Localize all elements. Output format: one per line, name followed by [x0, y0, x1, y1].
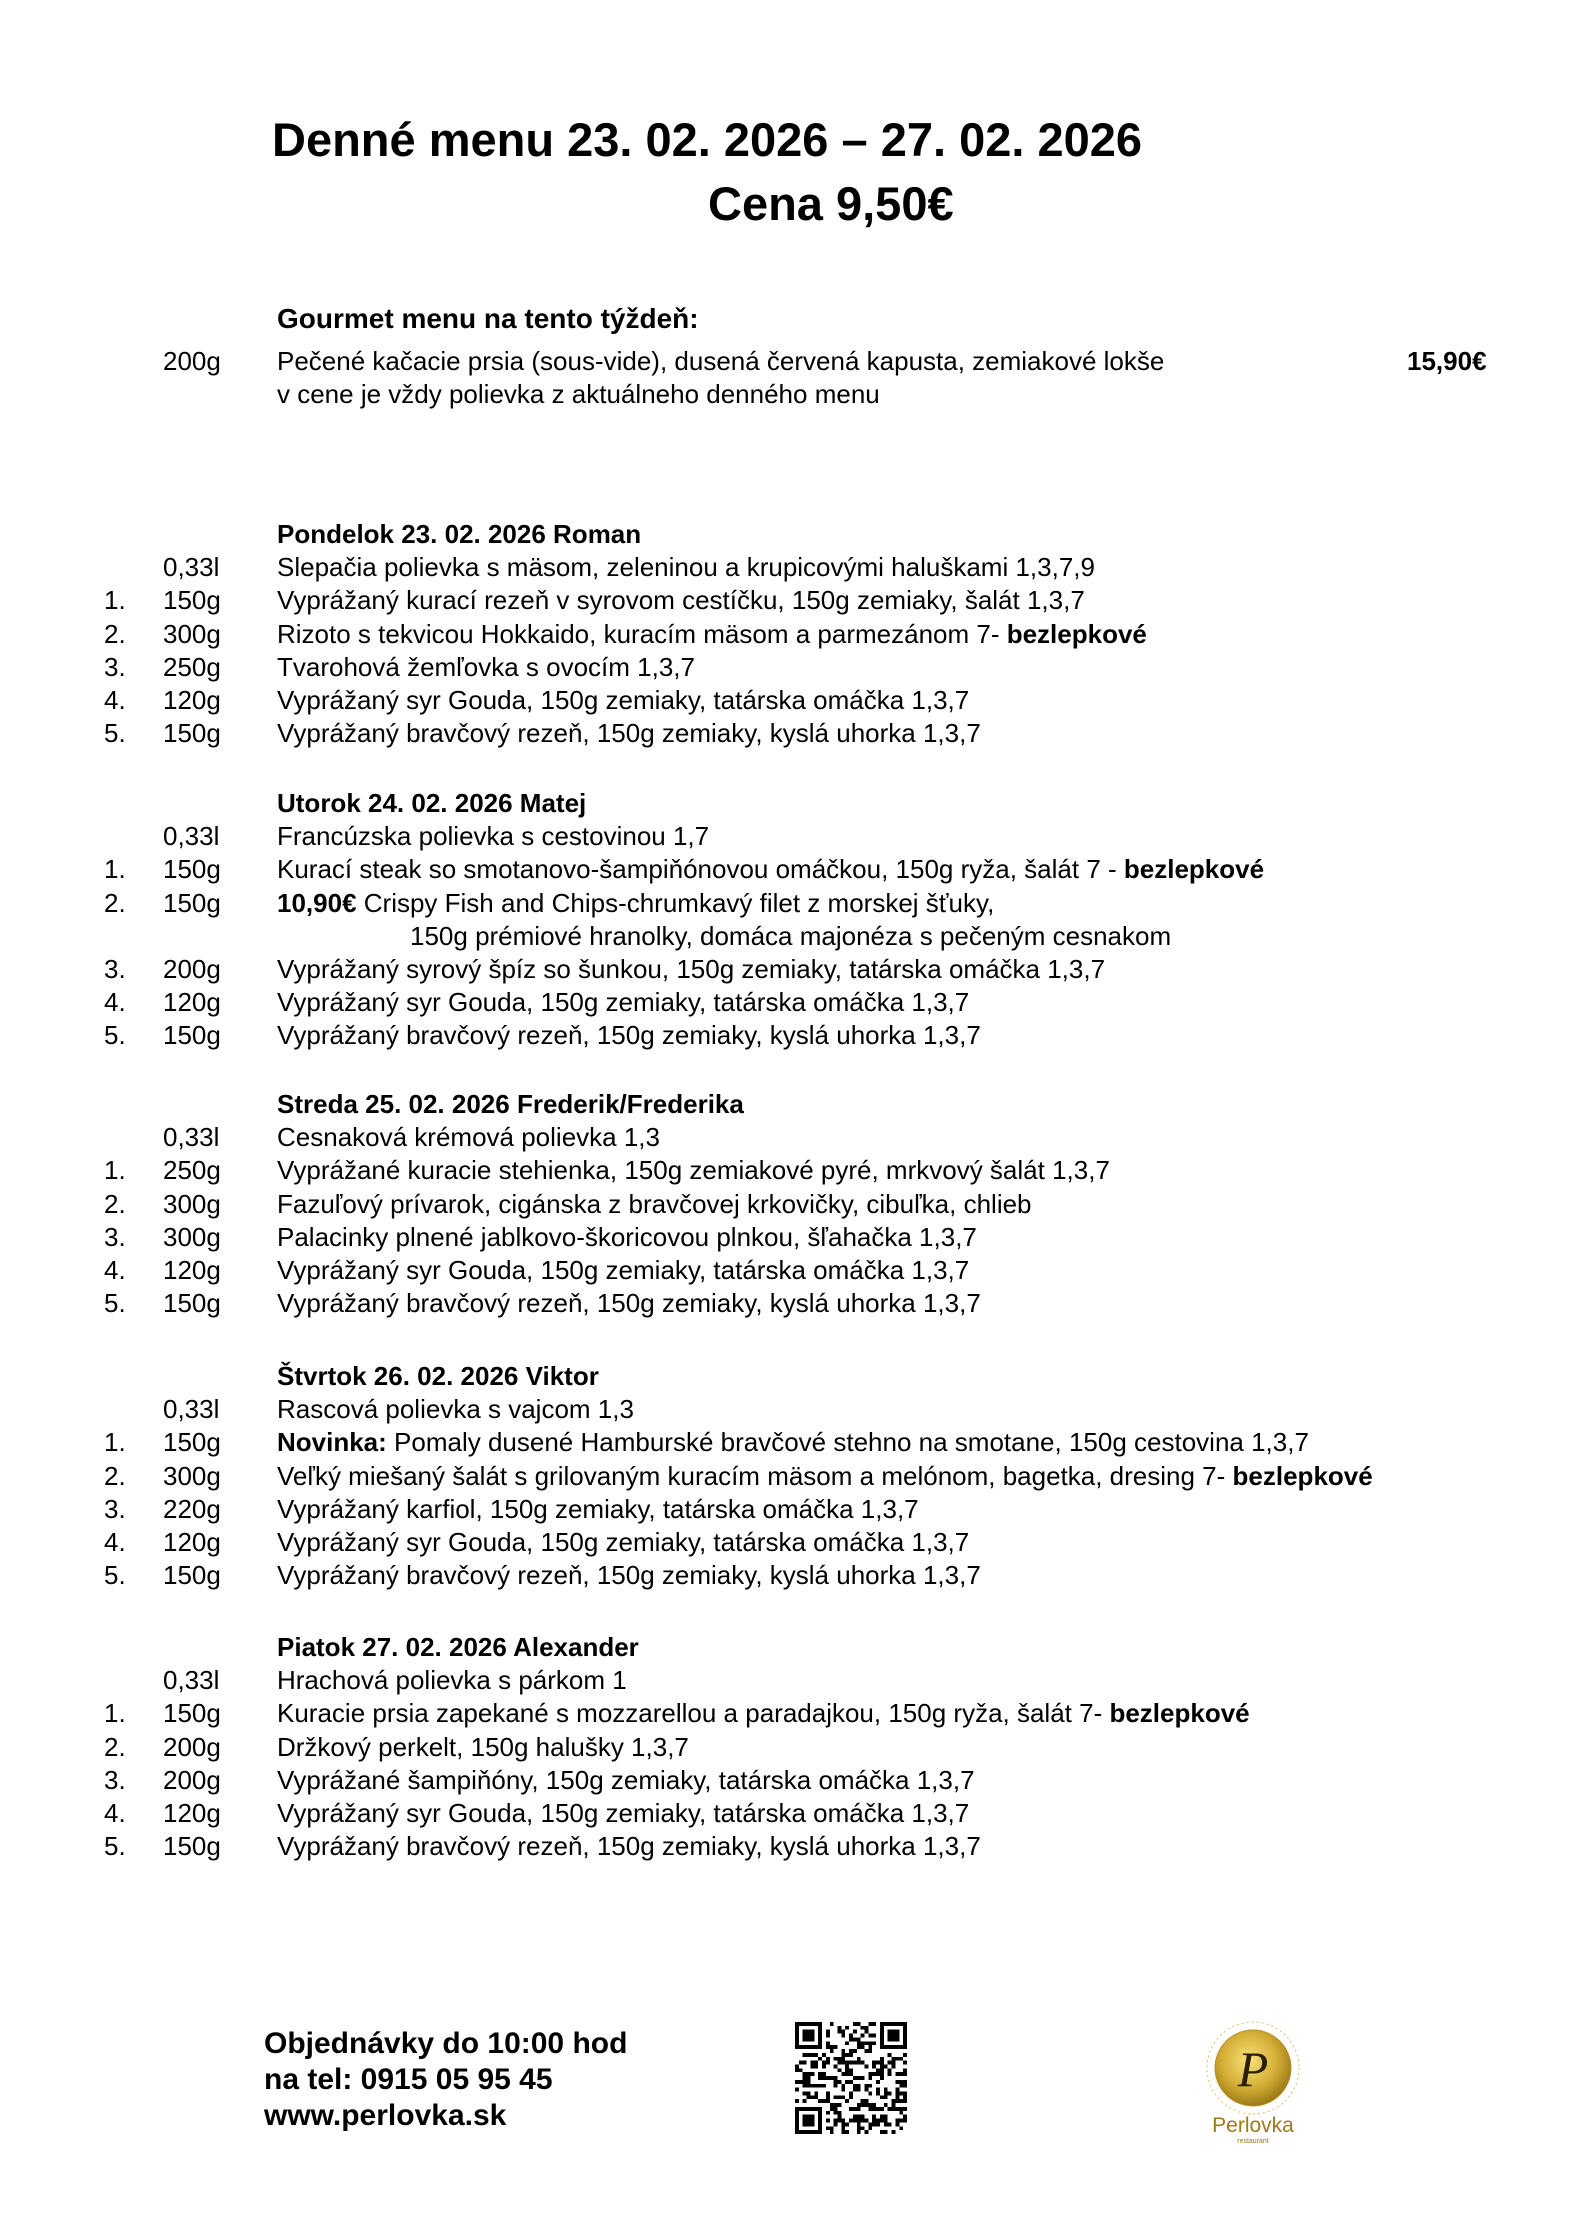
- menu-item: [0, 1797, 1575, 1830]
- item-text: Kurací steak so smotanovo-šampiňónovou omáčkou, 150g ryža, šalát 7 -: [277, 854, 1124, 885]
- item-text: Fazuľový prívarok, cigánska z bravčovej krkovičky, cibuľka, chlieb: [277, 1188, 1032, 1219]
- item-weight: 150g: [163, 718, 221, 749]
- soup-item: [0, 1393, 1575, 1426]
- item-number: 3.: [104, 954, 126, 984]
- item-weight: 200g: [163, 1731, 221, 1762]
- item-description: [277, 618, 1147, 650]
- item-number: 3.: [104, 1764, 126, 1795]
- item-text: Cesnaková krémová polievka 1,3: [277, 1122, 660, 1153]
- item-text: Vyprážaný syrový špíz so šunkou, 150g zemiaky, tatárska omáčka 1,3,7: [277, 954, 1106, 984]
- item-weight: 120g: [163, 685, 221, 715]
- item-text: Hrachová polievka s párkom 1: [277, 1665, 627, 1696]
- item-number: 1.: [104, 854, 126, 885]
- item-description: [277, 887, 994, 919]
- menu-item: [0, 1254, 1575, 1287]
- item-number: 5.: [104, 718, 126, 749]
- menu-item: [0, 1764, 1575, 1797]
- soup-item: [0, 1121, 1575, 1154]
- item-description: [277, 684, 969, 716]
- item-weight: 220g: [163, 1493, 221, 1524]
- item-weight: 250g: [163, 651, 221, 682]
- item-description: [277, 1526, 969, 1558]
- day-heading: Štvrtok 26. 02. 2026 Viktor: [277, 1361, 599, 1391]
- item-weight: 150g: [163, 1698, 221, 1729]
- item-number: 3.: [104, 651, 126, 682]
- item-number: 3.: [104, 1493, 126, 1524]
- menu-item: [0, 1221, 1575, 1254]
- item-text: Vyprážaný syr Gouda, 150g zemiaky, tatárska omáčka 1,3,7: [277, 1798, 970, 1828]
- menu-item: [0, 1526, 1575, 1559]
- item-text: Vyprážaný syr Gouda, 150g zemiaky, tatárska omáčka 1,3,7: [277, 1255, 970, 1285]
- item-number: 3.: [104, 1221, 126, 1252]
- soup-item: [0, 1664, 1575, 1697]
- item-number: 2.: [104, 618, 126, 649]
- website-link[interactable]: www.perlovka.sk: [264, 2099, 507, 2132]
- menu-title: Denné menu 23. 02. 2026 – 27. 02. 2026: [272, 113, 1143, 166]
- item-text: Palacinky plnené jablkovo-škoricovou plnkou, šľahačka 1,3,7: [277, 1221, 977, 1252]
- item-weight: 120g: [163, 1527, 221, 1557]
- menu-item: [0, 1697, 1575, 1730]
- item-number: 4.: [104, 1255, 126, 1285]
- item-description: [277, 1221, 977, 1253]
- item-weight: 250g: [163, 1155, 221, 1186]
- menu-item: [0, 1830, 1575, 1863]
- item-weight: 150g: [163, 1020, 221, 1051]
- item-number: 1.: [104, 585, 126, 616]
- soup-item: [0, 551, 1575, 584]
- item-description: [277, 1764, 975, 1796]
- item-description: [277, 1731, 689, 1763]
- menu-item: [0, 1426, 1575, 1459]
- item-description: [277, 820, 709, 852]
- item-number: 5.: [104, 1560, 126, 1591]
- menu-item: [0, 1460, 1575, 1493]
- item-weight: 150g: [163, 1427, 221, 1458]
- menu-item: [0, 953, 1575, 986]
- item-weight: 120g: [163, 1255, 221, 1285]
- item-weight: 300g: [163, 618, 221, 649]
- item-number: 4.: [104, 1798, 126, 1828]
- item-description: [277, 717, 981, 749]
- item-text: Vyprážaný bravčový rezeň, 150g zemiaky, kyslá uhorka 1,3,7: [277, 1288, 981, 1319]
- qr-code-icon: [795, 2022, 907, 2134]
- item-number: 5.: [104, 1020, 126, 1051]
- item-text: Kuracie prsia zapekané s mozzarellou a paradajkou, 150g ryža, šalát 7-: [277, 1698, 1110, 1729]
- menu-item: [0, 1731, 1575, 1764]
- menu-item: [0, 618, 1575, 651]
- item-weight: 0,33l: [163, 1665, 220, 1696]
- item-weight: 150g: [163, 1560, 221, 1591]
- item-description: [277, 1493, 919, 1525]
- item-description: [277, 1460, 1373, 1492]
- item-text: Pomaly dusené Hamburské bravčové stehno na smotane, 150g cestovina 1,3,7: [386, 1427, 1309, 1458]
- item-text: Vyprážaný bravčový rezeň, 150g zemiaky, kyslá uhorka 1,3,7: [277, 1560, 981, 1591]
- item-weight: 120g: [163, 1798, 221, 1828]
- menu-item: [0, 1493, 1575, 1526]
- menu-item: [0, 717, 1575, 750]
- item-text: Vyprážaný syr Gouda, 150g zemiaky, tatárska omáčka 1,3,7: [277, 987, 970, 1018]
- item-highlight: bezlepkové: [1123, 854, 1265, 885]
- order-phone: na tel: 0915 05 95 45: [264, 2063, 553, 2096]
- menu-item: [0, 1154, 1575, 1187]
- order-info: [264, 2026, 627, 2134]
- item-description: [277, 1697, 1250, 1729]
- item-weight: 0,33l: [163, 1122, 220, 1153]
- item-number: 5.: [104, 1831, 126, 1862]
- menu-item: [0, 853, 1575, 886]
- item-number: 2.: [104, 887, 126, 918]
- item-highlight: bezlepkové: [1232, 1460, 1373, 1491]
- item-text: 150g prémiové hranolky, domáca majonéza s pečeným cesnakom: [410, 920, 1172, 951]
- item-weight: 150g: [163, 887, 221, 918]
- item-number: 1.: [104, 1155, 126, 1186]
- day-heading: Piatok 27. 02. 2026 Alexander: [277, 1632, 639, 1662]
- logo-tagline: restaurant: [1237, 2138, 1269, 2145]
- item-number: 4.: [104, 987, 126, 1018]
- menu-item: [0, 684, 1575, 717]
- item-weight: 300g: [163, 1188, 221, 1219]
- item-text: Rizoto s tekvicou Hokkaido, kuracím mäsom a parmezánom 7-: [277, 618, 1007, 649]
- item-text: Vyprážaný bravčový rezeň, 150g zemiaky, kyslá uhorka 1,3,7: [277, 1831, 981, 1862]
- item-description: [277, 1830, 981, 1862]
- item-description: [277, 1797, 969, 1829]
- menu-item-continuation: [0, 920, 1575, 953]
- item-text: Vyprážané šampiňóny, 150g zemiaky, tatárska omáčka 1,3,7: [277, 1764, 975, 1795]
- item-description: [410, 920, 1171, 952]
- item-weight: 300g: [163, 1460, 221, 1491]
- menu-price: Cena 9,50€: [708, 177, 954, 230]
- day-heading: Pondelok 23. 02. 2026 Roman: [277, 519, 642, 549]
- item-text: Veľký miešaný šalát s grilovaným kuracím mäsom a melónom, bagetka, dresing 7-: [277, 1460, 1233, 1491]
- item-text: Vyprážaný bravčový rezeň, 150g zemiaky, kyslá uhorka 1,3,7: [277, 1020, 981, 1051]
- menu-item: [0, 651, 1575, 684]
- item-description: [277, 651, 695, 683]
- item-highlight: Novinka:: [277, 1427, 387, 1458]
- menu-item: [0, 1019, 1575, 1052]
- item-text: Francúzska polievka s cestovinou 1,7: [277, 821, 710, 852]
- item-text: Vyprážaný kurací rezeň v syrovom cestíčku, 150g zemiaky, šalát 1,3,7: [277, 585, 1085, 616]
- item-description: [277, 853, 1264, 885]
- item-description: [277, 1254, 969, 1286]
- perlovka-logo: [1198, 2018, 1308, 2148]
- item-description: [277, 1393, 634, 1425]
- item-text: Slepačia polievka s mäsom, zeleninou a krupicovými haluškami 1,3,7,9: [277, 552, 1095, 583]
- item-description: [277, 1019, 981, 1051]
- item-highlight: 10,90€: [277, 887, 357, 918]
- item-text: Vyprážaný karfiol, 150g zemiaky, tatárska omáčka 1,3,7: [277, 1493, 919, 1524]
- menu-item: [0, 986, 1575, 1019]
- item-text: Vyprážaný bravčový rezeň, 150g zemiaky, kyslá uhorka 1,3,7: [277, 718, 981, 749]
- item-number: 1.: [104, 1698, 126, 1729]
- item-description: [277, 1664, 627, 1696]
- item-weight: 150g: [163, 585, 221, 616]
- gourmet-price: 15,90€: [1407, 346, 1487, 376]
- gourmet-dish: Pečené kačacie prsia (sous-vide), dusená červená kapusta, zemiakové lokše: [277, 346, 1165, 376]
- soup-item: [0, 820, 1575, 853]
- item-weight: 120g: [163, 987, 221, 1018]
- item-number: 5.: [104, 1288, 126, 1319]
- item-description: [277, 584, 1085, 616]
- item-description: [277, 953, 1105, 985]
- order-deadline: Objednávky do 10:00 hod: [264, 2027, 628, 2060]
- item-weight: 200g: [163, 954, 221, 984]
- gourmet-note: v cene je vždy polievka z aktuálneho denného menu: [277, 379, 880, 409]
- item-description: [277, 1426, 1309, 1458]
- item-number: 1.: [104, 1427, 126, 1458]
- item-description: [277, 1154, 1110, 1186]
- menu-item: [0, 1188, 1575, 1221]
- item-weight: 200g: [163, 1764, 221, 1795]
- day-heading: Streda 25. 02. 2026 Frederik/Frederika: [277, 1089, 744, 1119]
- item-weight: 150g: [163, 1831, 221, 1862]
- item-weight: 150g: [163, 1288, 221, 1319]
- item-number: 2.: [104, 1460, 126, 1491]
- item-description: [277, 1559, 981, 1591]
- gourmet-heading: Gourmet menu na tento týždeň:: [277, 303, 699, 334]
- logo-name: Perlovka: [1212, 2114, 1294, 2137]
- menu-item: [0, 887, 1575, 920]
- logo-letter: P: [1237, 2041, 1269, 2097]
- item-text: Vyprážaný syr Gouda, 150g zemiaky, tatárska omáčka 1,3,7: [277, 685, 970, 715]
- item-description: [277, 551, 1095, 583]
- item-number: 2.: [104, 1731, 126, 1762]
- item-number: 4.: [104, 1527, 126, 1557]
- item-text: Crispy Fish and Chips-chrumkavý filet z morskej šťuky,: [356, 887, 995, 918]
- item-description: [277, 986, 969, 1018]
- item-description: [277, 1121, 660, 1153]
- item-text: Držkový perkelt, 150g halušky 1,3,7: [277, 1731, 689, 1762]
- item-number: 4.: [104, 685, 126, 715]
- item-text: Rascová polievka s vajcom 1,3: [277, 1394, 634, 1425]
- item-description: [277, 1287, 981, 1319]
- item-weight: 0,33l: [163, 821, 220, 852]
- item-text: Tvarohová žemľovka s ovocím 1,3,7: [277, 651, 695, 682]
- item-description: [277, 1188, 1032, 1220]
- item-text: Vyprážané kuracie stehienka, 150g zemiakové pyré, mrkvový šalát 1,3,7: [277, 1155, 1110, 1186]
- item-weight: 0,33l: [163, 1394, 220, 1425]
- item-highlight: bezlepkové: [1109, 1698, 1250, 1729]
- item-weight: 0,33l: [163, 552, 220, 583]
- gourmet-weight: 200g: [163, 346, 221, 376]
- item-number: 2.: [104, 1188, 126, 1219]
- item-text: Vyprážaný syr Gouda, 150g zemiaky, tatárska omáčka 1,3,7: [277, 1527, 970, 1557]
- day-heading: Utorok 24. 02. 2026 Matej: [277, 788, 587, 818]
- item-weight: 300g: [163, 1221, 221, 1252]
- menu-item: [0, 1559, 1575, 1592]
- menu-item: [0, 584, 1575, 617]
- item-weight: 150g: [163, 854, 221, 885]
- menu-item: [0, 1287, 1575, 1320]
- item-highlight: bezlepkové: [1006, 618, 1147, 649]
